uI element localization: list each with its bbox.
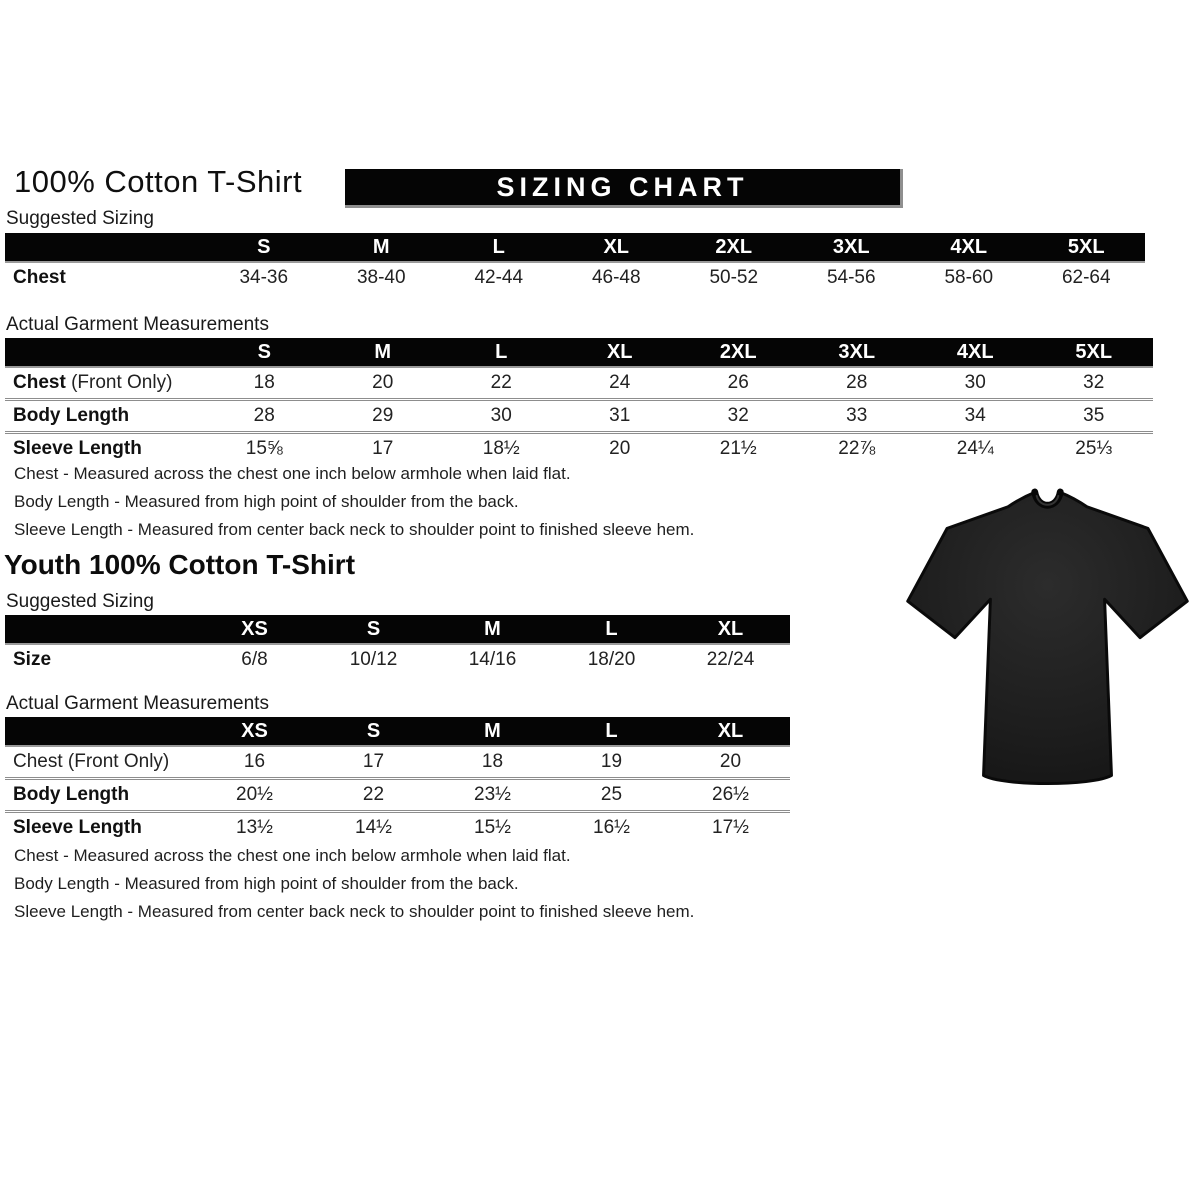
cell-value: 32 [727, 405, 749, 426]
cell-value: 29 [372, 405, 394, 426]
cell-value: 17 [372, 438, 394, 459]
cell-value: 58-60 [944, 267, 994, 288]
note-body-length: Body Length - Measured from high point of shoulder from the back. [14, 492, 519, 511]
cell-value: 17 [362, 751, 385, 772]
cell-value: 23½ [474, 784, 511, 805]
cell-value: 22⅞ [838, 438, 876, 459]
table-row-size [5, 644, 790, 675]
size-column-header: XL [561, 338, 680, 367]
adult-suggested-sizing-table [5, 233, 1145, 293]
cell-value: 50-52 [709, 267, 759, 288]
size-column-header: M [324, 338, 443, 367]
youth-actual-measurements-table [5, 717, 790, 843]
cell-value: 21½ [719, 438, 757, 459]
table-header-row [5, 615, 790, 644]
cell-value: 32 [1083, 372, 1105, 393]
cell-value: 62-64 [1061, 267, 1111, 288]
note-chest: Chest - Measured across the chest one inch below armhole when laid flat. [14, 464, 571, 483]
size-column-header: L [440, 233, 558, 262]
cell-value: 15⅝ [245, 438, 283, 459]
table-row-chest [5, 367, 1153, 400]
cell-value: 14/16 [468, 649, 517, 670]
cell-value: 6/8 [241, 649, 268, 670]
size-column-header: M [433, 717, 552, 746]
size-column-header: XL [671, 717, 790, 746]
size-column-header: 3XL [798, 338, 917, 367]
adult-actual-measurements-label: Actual Garment Measurements [6, 314, 269, 335]
cell-value: 54-56 [826, 267, 876, 288]
youth-measurement-notes [14, 842, 694, 926]
tshirt-graphic [890, 477, 1200, 817]
size-column-header: S [205, 338, 324, 367]
cell-value: 22 [362, 784, 385, 805]
size-column-header: L [442, 338, 561, 367]
row-label: Body Length [13, 784, 130, 805]
cell-value: 38-40 [356, 267, 406, 288]
cell-value: 24¼ [956, 438, 994, 459]
cell-value: 13½ [236, 817, 273, 838]
corner-cell [5, 717, 195, 746]
cell-value: 19 [600, 751, 623, 772]
note-sleeve-length: Sleeve Length - Measured from center back neck to shoulder point to finished sleeve hem. [14, 520, 695, 539]
size-column-header: L [552, 615, 671, 644]
size-column-header: 5XL [1035, 338, 1154, 367]
size-column-header: 4XL [910, 233, 1028, 262]
cell-value: 10/12 [349, 649, 398, 670]
size-column-header: 3XL [793, 233, 911, 262]
row-label: Sleeve Length [13, 438, 142, 459]
cell-value: 25⅓ [1075, 438, 1113, 459]
row-label: Chest (Front Only) [13, 372, 173, 393]
size-column-header: S [314, 717, 433, 746]
cell-value: 33 [846, 405, 868, 426]
cell-value: 15½ [474, 817, 511, 838]
youth-section-title: Youth 100% Cotton T-Shirt [4, 549, 356, 580]
note-body-length: Body Length - Measured from high point of shoulder from the back. [14, 874, 519, 893]
cell-value: 20½ [236, 784, 273, 805]
cell-value: 26 [727, 372, 749, 393]
cell-value: 34 [964, 405, 986, 426]
size-column-header: XS [195, 717, 314, 746]
table-header-row [5, 717, 790, 746]
adult-suggested-sizing-label: Suggested Sizing [6, 208, 154, 229]
cell-value: 25 [600, 784, 623, 805]
size-column-header: XL [671, 615, 790, 644]
corner-cell [5, 233, 205, 262]
row-label: Chest [13, 267, 66, 288]
row-label: Size [13, 649, 52, 670]
cell-value: 18 [253, 372, 275, 393]
cell-value: 18 [481, 751, 504, 772]
size-column-header: 2XL [675, 233, 793, 262]
sizing-chart-banner [345, 169, 903, 208]
cell-value: 24 [609, 372, 631, 393]
table-header-row [5, 233, 1145, 262]
cell-value: 22/24 [706, 649, 755, 670]
size-column-header: 2XL [679, 338, 798, 367]
corner-cell [5, 338, 205, 367]
table-header-row [5, 338, 1153, 367]
cell-value: 17½ [712, 817, 749, 838]
row-label: Sleeve Length [13, 817, 142, 838]
size-column-header: XL [558, 233, 676, 262]
cell-value: 20 [609, 438, 631, 459]
youth-actual-measurements-label: Actual Garment Measurements [6, 693, 269, 714]
cell-value: 20 [372, 372, 394, 393]
cell-value: 14½ [355, 817, 392, 838]
page-title: 100% Cotton T-Shirt [14, 164, 303, 199]
black-tshirt-image [890, 477, 1200, 817]
cell-value: 28 [846, 372, 868, 393]
row-label: Chest (Front Only) [13, 751, 170, 772]
tshirt-body [908, 492, 1188, 784]
size-column-header: L [552, 717, 671, 746]
size-column-header: M [323, 233, 441, 262]
adult-measurement-notes [14, 460, 694, 544]
row-label: Body Length [13, 405, 130, 426]
size-column-header: XS [195, 615, 314, 644]
size-column-header: 5XL [1028, 233, 1146, 262]
corner-cell [5, 615, 195, 644]
sizing-chart-banner-text: SIZING CHART [496, 171, 749, 202]
cell-value: 16½ [593, 817, 630, 838]
size-column-header: M [433, 615, 552, 644]
youth-suggested-sizing-label: Suggested Sizing [6, 591, 154, 612]
table-row-body-length [5, 779, 790, 812]
cell-value: 20 [719, 751, 742, 772]
table-row-body-length [5, 400, 1153, 433]
youth-suggested-sizing-table [5, 615, 790, 675]
table-row-sleeve-length [5, 812, 790, 844]
cell-value: 30 [490, 405, 512, 426]
size-column-header: S [205, 233, 323, 262]
cell-value: 18/20 [587, 649, 636, 670]
cell-value: 31 [609, 405, 631, 426]
cell-value: 22 [490, 372, 512, 393]
cell-value: 26½ [712, 784, 749, 805]
note-sleeve-length: Sleeve Length - Measured from center back neck to shoulder point to finished sleeve hem. [14, 902, 695, 921]
cell-value: 35 [1083, 405, 1105, 426]
adult-actual-measurements-table [5, 338, 1153, 464]
cell-value: 46-48 [591, 267, 641, 288]
table-row-chest [5, 746, 790, 779]
size-column-header: 4XL [916, 338, 1035, 367]
cell-value: 30 [964, 372, 986, 393]
cell-value: 18½ [482, 438, 520, 459]
cell-value: 28 [253, 405, 275, 426]
cell-value: 42-44 [474, 267, 524, 288]
table-row [5, 262, 1145, 293]
cell-value: 34-36 [239, 267, 289, 288]
note-chest: Chest - Measured across the chest one inch below armhole when laid flat. [14, 846, 571, 865]
cell-value: 16 [243, 751, 266, 772]
size-column-header: S [314, 615, 433, 644]
